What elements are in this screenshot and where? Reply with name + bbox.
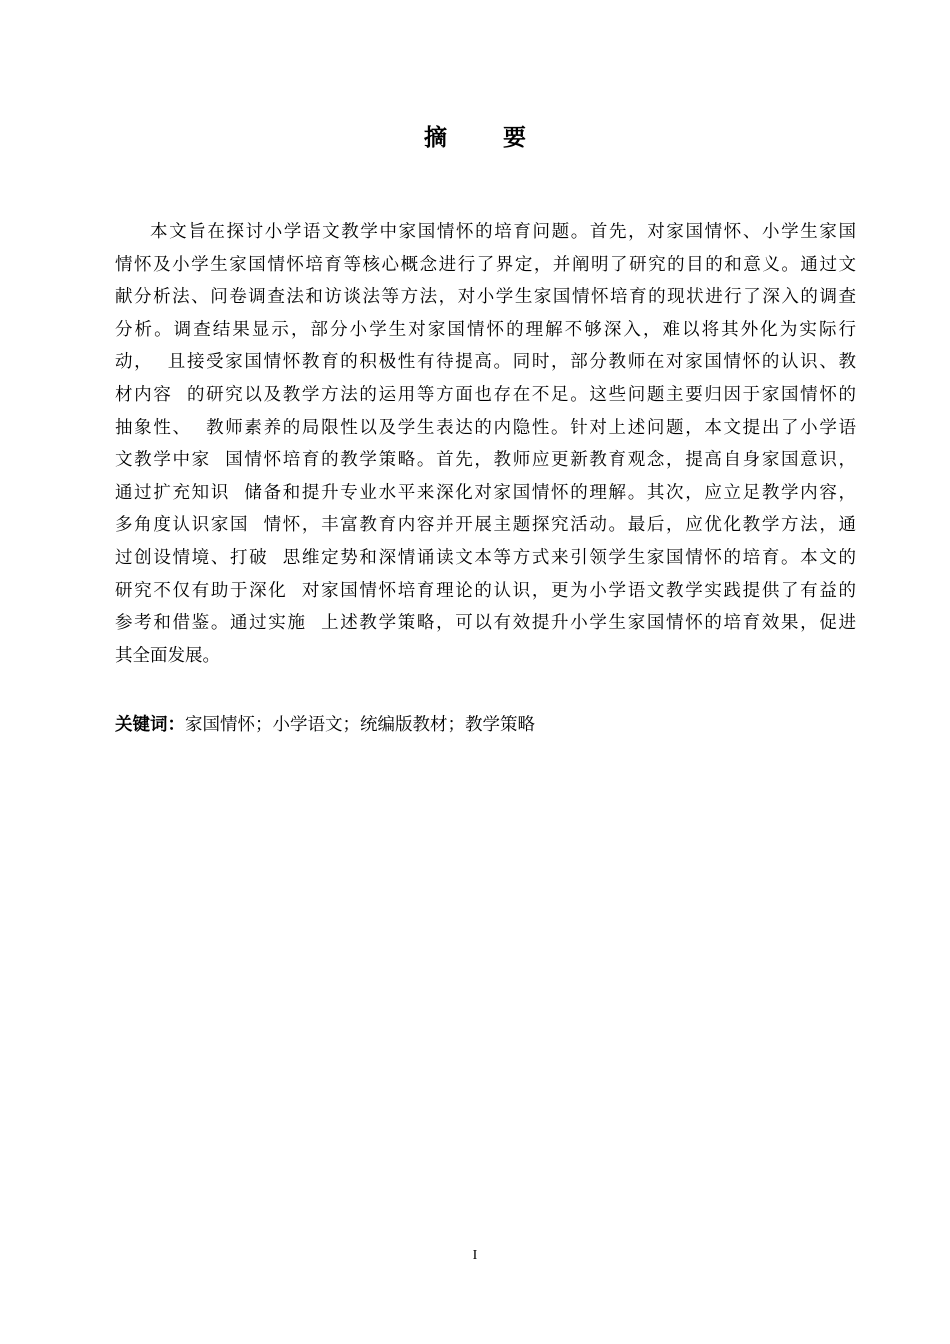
abstract-body <box>115 216 856 672</box>
keywords-text: 家国情怀；小学语文；统编版教材；教学策略 <box>185 715 535 735</box>
abstract-line: 研究不仅有助于深化 对家国情怀培育理论的认识，更为小学语文教学实践提供了有益的 <box>115 580 856 601</box>
page-title: 摘 要 <box>423 125 550 151</box>
page-number: I <box>472 1248 478 1263</box>
abstract-line: 献分析法、问卷调查法和访谈法等方法，对小学生家国情怀培育的现状进行了深入的调查 <box>115 287 856 308</box>
keywords-label: 关键词： <box>115 715 185 735</box>
abstract-line: 文教学中家 国情怀培育的教学策略。首先，教师应更新教育观念，提高自身家国意识， <box>115 450 856 471</box>
abstract-line: 动， 且接受家国情怀教育的积极性有待提高。同时，部分教师在对家国情怀的认识、教 <box>115 352 856 373</box>
abstract-line: 过创设情境、打破 思维定势和深情诵读文本等方式来引领学生家国情怀的培育。本文的 <box>115 547 856 568</box>
abstract-line: 多角度认识家国 情怀，丰富教育内容并开展主题探究活动。最后，应优化教学方法，通 <box>115 515 856 536</box>
abstract-line: 分析。调查结果显示，部分小学生对家国情怀的理解不够深入，难以将其外化为实际行 <box>115 319 856 340</box>
abstract-line: 本文旨在探讨小学语文教学中家国情怀的培育问题。首先，对家国情怀、小学生家国 <box>150 222 856 242</box>
abstract-line: 其全面发展。 <box>115 645 220 666</box>
abstract-line: 通过扩充知识 储备和提升专业水平来深化对家国情怀的理解。其次，应立足教学内容， <box>115 482 856 503</box>
keywords-line <box>115 710 856 740</box>
abstract-line: 参考和借鉴。通过实施 上述教学策略，可以有效提升小学生家国情怀的培育效果，促进 <box>115 613 856 634</box>
abstract-line: 抽象性、 教师素养的局限性以及学生表达的内隐性。针对上述问题，本文提出了小学语 <box>115 417 856 438</box>
abstract-line: 材内容 的研究以及教学方法的运用等方面也存在不足。这些问题主要归因于家国情怀的 <box>115 384 856 405</box>
abstract-line: 情怀及小学生家国情怀培育等核心概念进行了界定，并阐明了研究的目的和意义。通过文 <box>115 254 856 275</box>
